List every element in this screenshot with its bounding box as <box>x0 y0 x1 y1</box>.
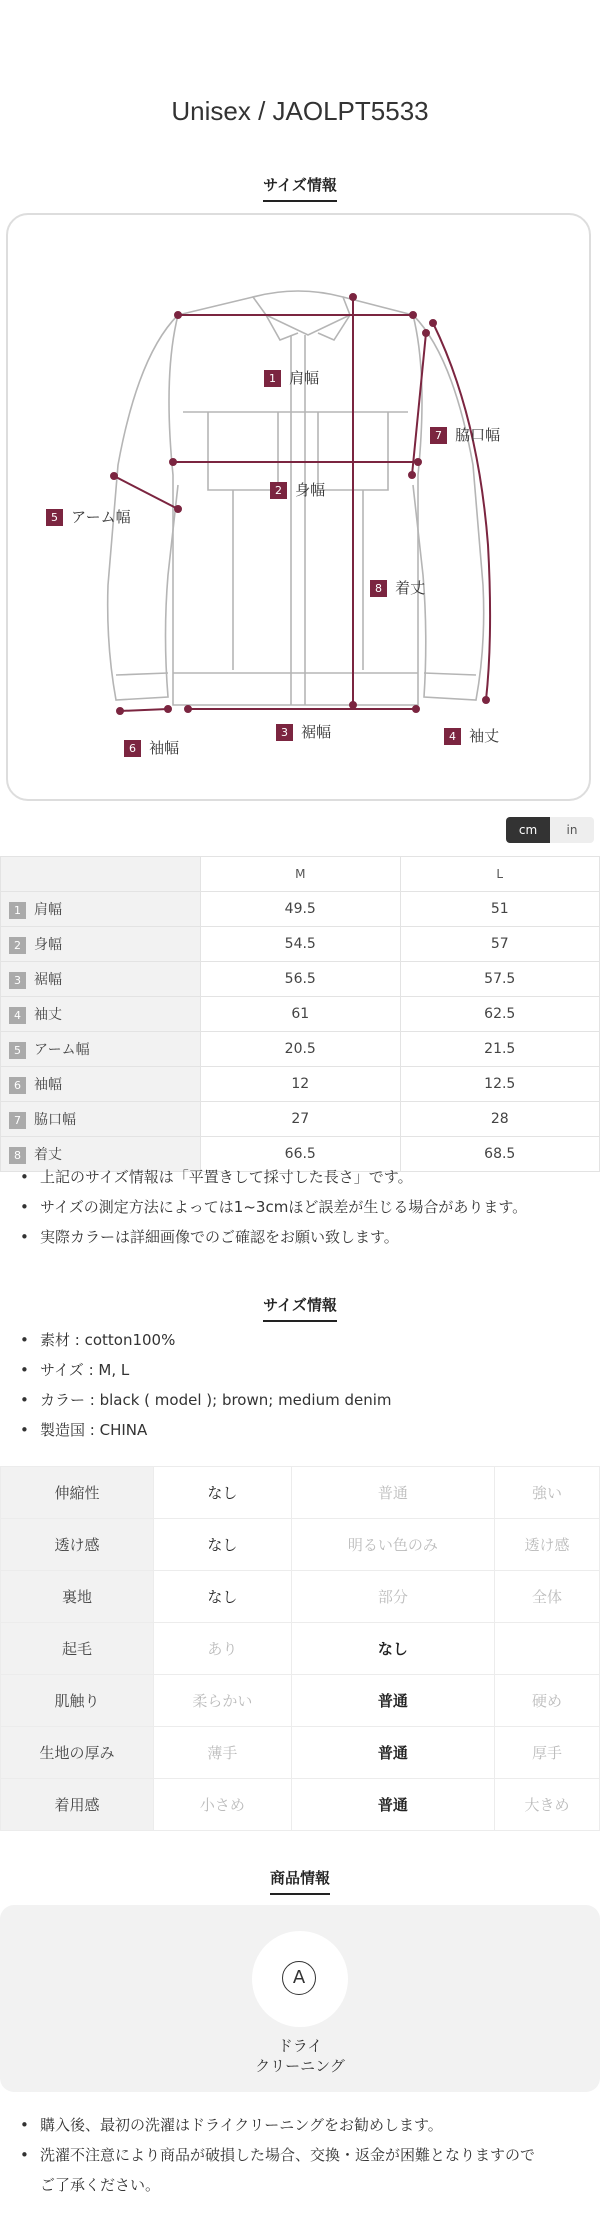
size-col-m: M <box>201 857 401 892</box>
size-value: 12 <box>201 1067 401 1102</box>
list-item: • サイズ : M, L <box>40 1355 580 1385</box>
goods-section-title: 商品情報 <box>270 1867 330 1895</box>
dim-label-body: 2 身幅 <box>270 479 325 500</box>
list-item: • 製造国 : CHINA <box>40 1415 580 1445</box>
table-row <box>1 997 600 1032</box>
size-table <box>0 856 600 1172</box>
attr-name: 起毛 <box>1 1623 154 1675</box>
list-item: • サイズの測定方法によっては1~3cmほど誤差が生じる場合があります。 <box>40 1192 580 1222</box>
attr-option: 大きめ <box>495 1779 600 1831</box>
size-value: 21.5 <box>400 1032 600 1067</box>
size-section-title: サイズ情報 <box>263 174 337 202</box>
size-row-label: 2 身幅 <box>1 927 201 962</box>
dim-label-shoulder: 1 肩幅 <box>264 367 319 388</box>
size-diagram <box>6 213 591 801</box>
size-value: 49.5 <box>201 892 401 927</box>
dim-label-length: 8 着丈 <box>370 577 425 598</box>
size-value: 57 <box>400 927 600 962</box>
size-section-heading <box>0 174 600 202</box>
size-row-label: 7 脇口幅 <box>1 1102 201 1137</box>
table-row <box>1 1519 600 1571</box>
size-value: 28 <box>400 1102 600 1137</box>
size-row-label: 8 着丈 <box>1 1137 201 1172</box>
attr-option-selected: 普通 <box>291 1675 494 1727</box>
size-row-label: 4 袖丈 <box>1 997 201 1032</box>
attr-name: 生地の厚み <box>1 1727 154 1779</box>
unit-in-button[interactable]: in <box>550 817 594 843</box>
table-row <box>1 1623 600 1675</box>
table-row <box>1 1032 600 1067</box>
size-row-label: 6 袖幅 <box>1 1067 201 1102</box>
dim-label-cuff: 6 袖幅 <box>124 737 179 758</box>
size-col-l: L <box>400 857 600 892</box>
info-section-title: サイズ情報 <box>263 1294 337 1322</box>
attr-name: 伸縮性 <box>1 1467 154 1519</box>
size-row-label: 1 肩幅 <box>1 892 201 927</box>
attr-option <box>495 1623 600 1675</box>
table-row <box>1 1571 600 1623</box>
product-info-list <box>0 1325 580 1445</box>
size-value: 66.5 <box>201 1137 401 1172</box>
attr-name: 透け感 <box>1 1519 154 1571</box>
unit-cm-button[interactable]: cm <box>506 817 550 843</box>
size-table-corner <box>1 857 201 892</box>
size-row-label: 5 アーム幅 <box>1 1032 201 1067</box>
attr-option: 薄手 <box>154 1727 292 1779</box>
table-row <box>1 1067 600 1102</box>
table-row <box>1 962 600 997</box>
attr-option-selected: 普通 <box>291 1779 494 1831</box>
attr-name: 着用感 <box>1 1779 154 1831</box>
table-row <box>1 1467 600 1519</box>
size-value: 27 <box>201 1102 401 1137</box>
care-notes <box>0 2110 580 2200</box>
attr-name: 肌触り <box>1 1675 154 1727</box>
info-section-heading <box>0 1294 600 1322</box>
size-value: 20.5 <box>201 1032 401 1067</box>
dim-label-armhole: 7 脇口幅 <box>430 424 500 445</box>
table-row <box>1 1779 600 1831</box>
table-row <box>1 892 600 927</box>
care-label-line2: クリーニング <box>255 2057 345 2075</box>
attr-option: 明るい色のみ <box>291 1519 494 1571</box>
list-item: • 購入後、最初の洗濯はドライクリーニングをお勧めします。 <box>40 2110 580 2140</box>
attr-option: 硬め <box>495 1675 600 1727</box>
size-value: 57.5 <box>400 962 600 997</box>
size-value: 12.5 <box>400 1067 600 1102</box>
size-value: 62.5 <box>400 997 600 1032</box>
attr-option: 全体 <box>495 1571 600 1623</box>
product-title: Unisex / JAOLPT5533 <box>171 96 429 126</box>
attr-option: 小さめ <box>154 1779 292 1831</box>
table-row <box>1 927 600 962</box>
dim-label-sleeve: 4 袖丈 <box>444 725 499 746</box>
attr-option: 柔らかい <box>154 1675 292 1727</box>
attr-option: 普通 <box>291 1467 494 1519</box>
dry-clean-icon: A <box>282 1961 316 1995</box>
attr-option: あり <box>154 1623 292 1675</box>
attr-option: 厚手 <box>495 1727 600 1779</box>
dim-label-hem: 3 裾幅 <box>276 721 331 742</box>
attr-option-selected: なし <box>154 1467 292 1519</box>
attr-option: 部分 <box>291 1571 494 1623</box>
size-value: 68.5 <box>400 1137 600 1172</box>
size-row-label: 3 裾幅 <box>1 962 201 997</box>
attr-option: 強い <box>495 1467 600 1519</box>
list-item: • 実際カラーは詳細画像でのご確認をお願い致します。 <box>40 1222 580 1252</box>
attr-option: 透け感 <box>495 1519 600 1571</box>
size-value: 51 <box>400 892 600 927</box>
size-value: 56.5 <box>201 962 401 997</box>
attr-option-selected: なし <box>291 1623 494 1675</box>
size-value: 54.5 <box>201 927 401 962</box>
attr-option-selected: なし <box>154 1519 292 1571</box>
unit-toggle <box>506 817 594 843</box>
list-item: • 素材 : cotton100% <box>40 1325 580 1355</box>
list-item: • カラー : black ( model ); brown; medium denim <box>40 1385 580 1415</box>
care-instructions-panel <box>0 1905 600 2092</box>
goods-section-heading <box>0 1867 600 1895</box>
care-label-line1: ドライ <box>277 2037 323 2055</box>
table-row <box>1 1675 600 1727</box>
size-table-header <box>1 857 600 892</box>
dim-label-arm: 5 アーム幅 <box>46 506 131 527</box>
attr-name: 裏地 <box>1 1571 154 1623</box>
table-row <box>1 1102 600 1137</box>
size-value: 61 <box>201 997 401 1032</box>
size-notes <box>0 1162 580 1252</box>
attr-option-selected: 普通 <box>291 1727 494 1779</box>
fabric-attributes-table <box>0 1466 600 1831</box>
attr-option-selected: なし <box>154 1571 292 1623</box>
table-row <box>1 1727 600 1779</box>
list-item: • 洗濯不注意により商品が破損した場合、交換・返金が困難となりますので ご了承ください。 <box>40 2140 580 2200</box>
list-item: • 上記のサイズ情報は「平置きして採寸した長さ」です。 <box>40 1162 580 1192</box>
